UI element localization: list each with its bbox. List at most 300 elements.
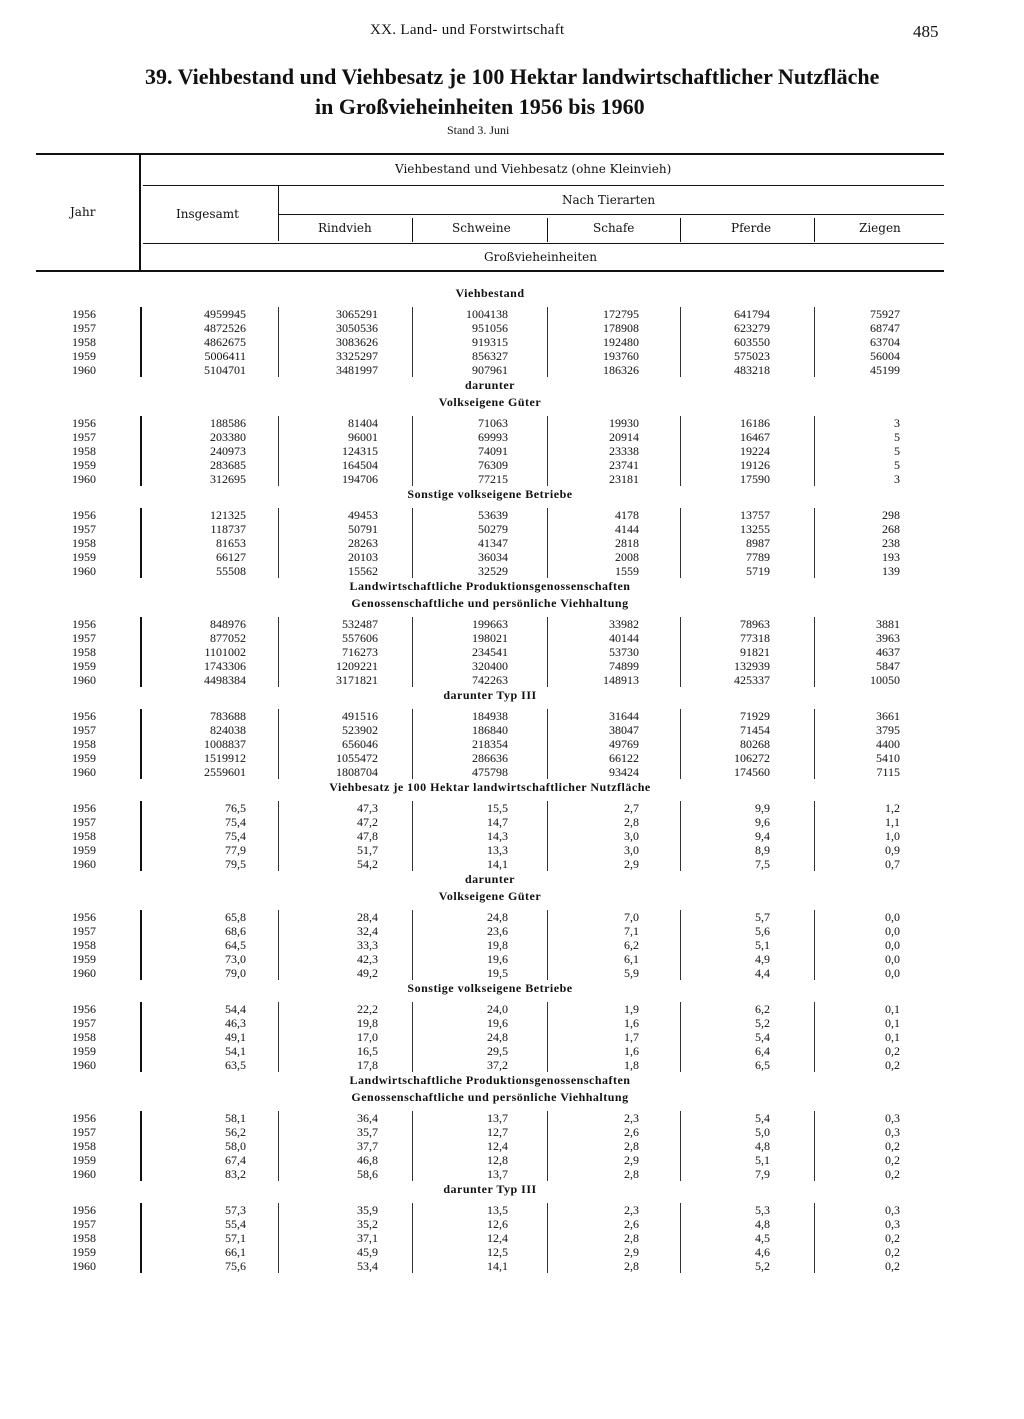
section-title [36,1072,944,1089]
cell-insgesamt: 67,4 [225,1153,246,1167]
column-divider [814,1139,815,1153]
column-divider [680,1125,681,1139]
cell-schafe: 53730 [609,645,639,659]
column-divider [278,307,279,321]
cell-pferde: 132939 [734,659,770,673]
column-divider [814,508,815,522]
column-divider [680,1153,681,1167]
cell-pferde: 5,1 [755,938,770,952]
column-divider [278,321,279,335]
column-divider [680,444,681,458]
section-title-text: darunter Typ III [443,1182,537,1196]
column-divider [814,1167,815,1181]
cell-jahr: 1959 [72,751,96,765]
section-title-text: Sonstige volkseigene Betriebe [407,487,573,501]
cell-schweine: 198021 [472,631,508,645]
cell-schweine: 12,6 [487,1217,508,1231]
column-divider [140,472,142,486]
column-divider [547,1217,548,1231]
reference-date: Stand 3. Juni [447,123,510,137]
cell-pferde: 17590 [740,472,770,486]
column-divider [680,1111,681,1125]
cell-pferde: 5,4 [755,1111,770,1125]
cell-insgesamt: 83,2 [225,1167,246,1181]
table-row [36,843,944,857]
section-title-text: Landwirtschaftliche Produktionsgenossenschaften [349,579,631,593]
table-row [36,1139,944,1153]
cell-schweine: 218354 [472,737,508,751]
column-divider [547,1030,548,1044]
cell-insgesamt: 57,3 [225,1203,246,1217]
cell-schweine: 12,7 [487,1125,508,1139]
cell-jahr: 1960 [72,966,96,980]
column-divider [680,550,681,564]
cell-insgesamt: 75,6 [225,1259,246,1273]
column-divider [278,829,279,843]
cell-jahr: 1960 [72,1058,96,1072]
column-divider [547,1153,548,1167]
column-divider [547,1167,548,1181]
running-head [0,22,1024,44]
table-row [36,857,944,871]
column-divider [140,1111,142,1125]
column-divider [412,737,413,751]
column-divider [140,508,142,522]
column-divider [412,631,413,645]
column-divider [680,938,681,952]
cell-rindvieh: 1808704 [336,765,378,779]
header-rindvieh: Rindvieh [318,221,372,235]
column-divider [547,966,548,980]
table-row [36,1259,944,1273]
column-divider [680,1259,681,1273]
cell-schafe: 33982 [609,617,639,631]
column-divider [680,363,681,377]
column-divider [412,1058,413,1072]
table-row [36,1203,944,1217]
column-divider [412,1002,413,1016]
column-divider [680,966,681,980]
column-divider [278,938,279,952]
cell-schafe: 23338 [609,444,639,458]
cell-insgesamt: 58,0 [225,1139,246,1153]
column-divider [547,564,548,578]
cell-rindvieh: 656046 [342,737,378,751]
cell-rindvieh: 20103 [348,550,378,564]
cell-pferde: 5719 [746,564,770,578]
column-divider [814,1002,815,1016]
cell-pferde: 7789 [746,550,770,564]
column-divider [547,723,548,737]
column-divider [140,843,142,857]
column-divider [412,307,413,321]
cell-jahr: 1956 [72,508,96,522]
column-divider [814,458,815,472]
table-row [36,444,944,458]
column-divider [140,952,142,966]
cell-jahr: 1960 [72,765,96,779]
column-divider [547,1203,548,1217]
column-divider [278,416,279,430]
table-row [36,564,944,578]
column-divider [140,617,142,631]
header-bottom-rule [36,270,944,272]
cell-insgesamt: 58,1 [225,1111,246,1125]
column-divider [680,673,681,687]
column-divider [140,1245,142,1259]
cell-jahr: 1957 [72,815,96,829]
cell-jahr: 1959 [72,659,96,673]
cell-schafe: 148913 [603,673,639,687]
cell-jahr: 1958 [72,645,96,659]
column-divider [680,508,681,522]
cell-schafe: 2,8 [624,1259,639,1273]
column-divider [547,924,548,938]
column-divider [814,673,815,687]
column-divider [412,1125,413,1139]
column-divider [278,1259,279,1273]
cell-jahr: 1959 [72,458,96,472]
cell-jahr: 1958 [72,444,96,458]
column-divider [814,349,815,363]
cell-pferde: 4,4 [755,966,770,980]
column-divider [412,924,413,938]
cell-schafe: 7,1 [624,924,639,938]
column-divider [547,1259,548,1273]
cell-pferde: 5,1 [755,1153,770,1167]
cell-schafe: 2,3 [624,1111,639,1125]
cell-jahr: 1957 [72,924,96,938]
section-title-text: darunter [465,378,515,392]
cell-schafe: 1,8 [624,1058,639,1072]
column-divider [140,522,142,536]
cell-rindvieh: 19,8 [357,1016,378,1030]
cell-insgesamt: 79,0 [225,966,246,980]
column-divider [278,737,279,751]
cell-pferde: 13757 [740,508,770,522]
cell-jahr: 1960 [72,857,96,871]
column-divider [547,508,548,522]
cell-schafe: 74899 [609,659,639,673]
cell-ziegen: 0,1 [885,1030,900,1044]
column-divider [680,335,681,349]
column-divider [547,645,548,659]
cell-schafe: 66122 [609,751,639,765]
column-divider [680,416,681,430]
cell-schafe: 2,8 [624,815,639,829]
cell-insgesamt: 63,5 [225,1058,246,1072]
column-divider [412,857,413,871]
table-body [36,285,944,1273]
table-row [36,617,944,631]
column-divider [278,924,279,938]
cell-insgesamt: 46,3 [225,1016,246,1030]
column-divider [140,659,142,673]
cell-schweine: 951056 [472,321,508,335]
column-divider [412,765,413,779]
cell-schafe: 186326 [603,363,639,377]
column-divider [140,1139,142,1153]
table-row [36,416,944,430]
cell-rindvieh: 28263 [348,536,378,550]
cell-jahr: 1959 [72,843,96,857]
cell-ziegen: 4400 [876,737,900,751]
cell-ziegen: 0,9 [885,843,900,857]
cell-rindvieh: 3050536 [336,321,378,335]
column-divider [412,1016,413,1030]
column-divider [547,416,548,430]
column-divider [278,631,279,645]
cell-insgesamt: 75,4 [225,815,246,829]
cell-jahr: 1957 [72,1217,96,1231]
cell-jahr: 1957 [72,522,96,536]
cell-insgesamt: 1519912 [204,751,246,765]
cell-rindvieh: 16,5 [357,1044,378,1058]
cell-insgesamt: 312695 [210,472,246,486]
cell-rindvieh: 47,8 [357,829,378,843]
cell-schweine: 77215 [478,472,508,486]
cell-jahr: 1960 [72,1259,96,1273]
header-unit: Großvieheinheiten [484,250,597,264]
cell-ziegen: 0,3 [885,1125,900,1139]
table-row [36,1217,944,1231]
column-divider [680,1245,681,1259]
cell-pferde: 71929 [740,709,770,723]
column-divider [278,1044,279,1058]
column-divider [278,1016,279,1030]
column-divider [412,673,413,687]
cell-schafe: 3,0 [624,843,639,857]
table-row [36,737,944,751]
cell-pferde: 4,8 [755,1139,770,1153]
cell-rindvieh: 1055472 [336,751,378,765]
table-row [36,1111,944,1125]
column-divider [814,321,815,335]
table-row [36,1245,944,1259]
cell-insgesamt: 877052 [210,631,246,645]
cell-schafe: 1559 [615,564,639,578]
table-row [36,673,944,687]
cell-jahr: 1960 [72,673,96,687]
cell-schafe: 20914 [609,430,639,444]
table-row [36,751,944,765]
cell-ziegen: 63704 [870,335,900,349]
cell-schafe: 2,7 [624,801,639,815]
column-divider [140,349,142,363]
cell-insgesamt: 188586 [210,416,246,430]
cell-pferde: 8987 [746,536,770,550]
column-divider [547,673,548,687]
cell-insgesamt: 203380 [210,430,246,444]
cell-ziegen: 0,0 [885,924,900,938]
cell-ziegen: 268 [882,522,900,536]
cell-jahr: 1959 [72,550,96,564]
table-row [36,363,944,377]
column-divider [278,910,279,924]
column-divider [278,709,279,723]
cell-schafe: 31644 [609,709,639,723]
header-columns-rule [143,243,944,244]
cell-schafe: 2,8 [624,1167,639,1181]
column-divider [412,910,413,924]
column-divider [680,1002,681,1016]
cell-jahr: 1960 [72,472,96,486]
cell-jahr: 1958 [72,1231,96,1245]
cell-jahr: 1957 [72,1016,96,1030]
column-divider [547,857,548,871]
cell-rindvieh: 37,7 [357,1139,378,1153]
column-divider [680,1217,681,1231]
cell-insgesamt: 73,0 [225,952,246,966]
cell-insgesamt: 2559601 [204,765,246,779]
cell-pferde: 9,9 [755,801,770,815]
column-divider [412,1259,413,1273]
table-row [36,938,944,952]
cell-schafe: 3,0 [624,829,639,843]
column-divider [814,1153,815,1167]
cell-pferde: 4,6 [755,1245,770,1259]
column-divider [547,829,548,843]
column-divider [278,1245,279,1259]
column-divider [278,1111,279,1125]
cell-pferde: 106272 [734,751,770,765]
column-divider [680,709,681,723]
cell-jahr: 1958 [72,829,96,843]
cell-rindvieh: 532487 [342,617,378,631]
cell-insgesamt: 75,4 [225,829,246,843]
cell-insgesamt: 4872526 [204,321,246,335]
cell-jahr: 1958 [72,737,96,751]
column-divider [412,416,413,430]
column-divider [412,709,413,723]
cell-schafe: 2,9 [624,1245,639,1259]
table-row [36,910,944,924]
column-divider [680,617,681,631]
cell-insgesamt: 64,5 [225,938,246,952]
cell-rindvieh: 22,2 [357,1002,378,1016]
column-divider [547,617,548,631]
cell-schafe: 2818 [615,536,639,550]
column-divider [680,1058,681,1072]
cell-pferde: 5,2 [755,1016,770,1030]
cell-rindvieh: 35,9 [357,1203,378,1217]
cell-schafe: 2,8 [624,1231,639,1245]
cell-schweine: 74091 [478,444,508,458]
cell-ziegen: 0,2 [885,1044,900,1058]
cell-rindvieh: 36,4 [357,1111,378,1125]
section-title [36,486,944,503]
cell-schafe: 2,6 [624,1125,639,1139]
column-divider [814,617,815,631]
cell-schweine: 919315 [472,335,508,349]
column-divider [278,966,279,980]
column-divider [814,1125,815,1139]
cell-schweine: 12,5 [487,1245,508,1259]
cell-jahr: 1957 [72,1125,96,1139]
column-divider [140,1044,142,1058]
column-divider [814,536,815,550]
cell-schafe: 2008 [615,550,639,564]
column-divider [814,1217,815,1231]
column-divider [547,1002,548,1016]
section-title [36,394,944,411]
column-divider [140,321,142,335]
column-divider [278,536,279,550]
cell-ziegen: 238 [882,536,900,550]
column-divider [680,307,681,321]
column-divider [278,444,279,458]
section-title-text: Volkseigene Güter [438,395,542,409]
cell-jahr: 1956 [72,709,96,723]
cell-schweine: 14,3 [487,829,508,843]
cell-ziegen: 3881 [876,617,900,631]
cell-schweine: 76309 [478,458,508,472]
column-divider [140,444,142,458]
cell-schafe: 1,6 [624,1044,639,1058]
cell-jahr: 1956 [72,1203,96,1217]
column-divider [814,1111,815,1125]
cell-pferde: 4,9 [755,952,770,966]
column-divider [814,645,815,659]
header-col-divider [412,218,413,242]
column-divider [140,550,142,564]
column-divider [680,829,681,843]
column-divider [140,709,142,723]
column-divider [140,966,142,980]
column-divider [412,1167,413,1181]
cell-ziegen: 139 [882,564,900,578]
cell-schweine: 14,1 [487,857,508,871]
cell-schweine: 234541 [472,645,508,659]
section-title [36,687,944,704]
cell-schweine: 184938 [472,709,508,723]
cell-schweine: 12,4 [487,1139,508,1153]
column-divider [680,472,681,486]
column-divider [140,1231,142,1245]
cell-insgesamt: 79,5 [225,857,246,871]
cell-ziegen: 7115 [876,765,900,779]
table-row [36,952,944,966]
column-divider [547,1139,548,1153]
table-row [36,1167,944,1181]
column-divider [680,1203,681,1217]
cell-rindvieh: 96001 [348,430,378,444]
column-divider [680,645,681,659]
cell-insgesamt: 121325 [210,508,246,522]
column-divider [140,1167,142,1181]
column-divider [140,910,142,924]
cell-pferde: 7,5 [755,857,770,871]
cell-schweine: 69993 [478,430,508,444]
cell-schweine: 41347 [478,536,508,550]
column-divider [680,659,681,673]
cell-ziegen: 5 [894,444,900,458]
cell-schweine: 186840 [472,723,508,737]
column-divider [547,550,548,564]
column-divider [547,1125,548,1139]
column-divider [547,1231,548,1245]
column-divider [814,430,815,444]
cell-schweine: 53639 [478,508,508,522]
cell-ziegen: 3795 [876,723,900,737]
column-divider [140,458,142,472]
table-row [36,1030,944,1044]
column-divider [278,564,279,578]
column-divider [140,1030,142,1044]
column-divider [680,737,681,751]
cell-rindvieh: 17,0 [357,1030,378,1044]
header-col-divider [680,218,681,242]
